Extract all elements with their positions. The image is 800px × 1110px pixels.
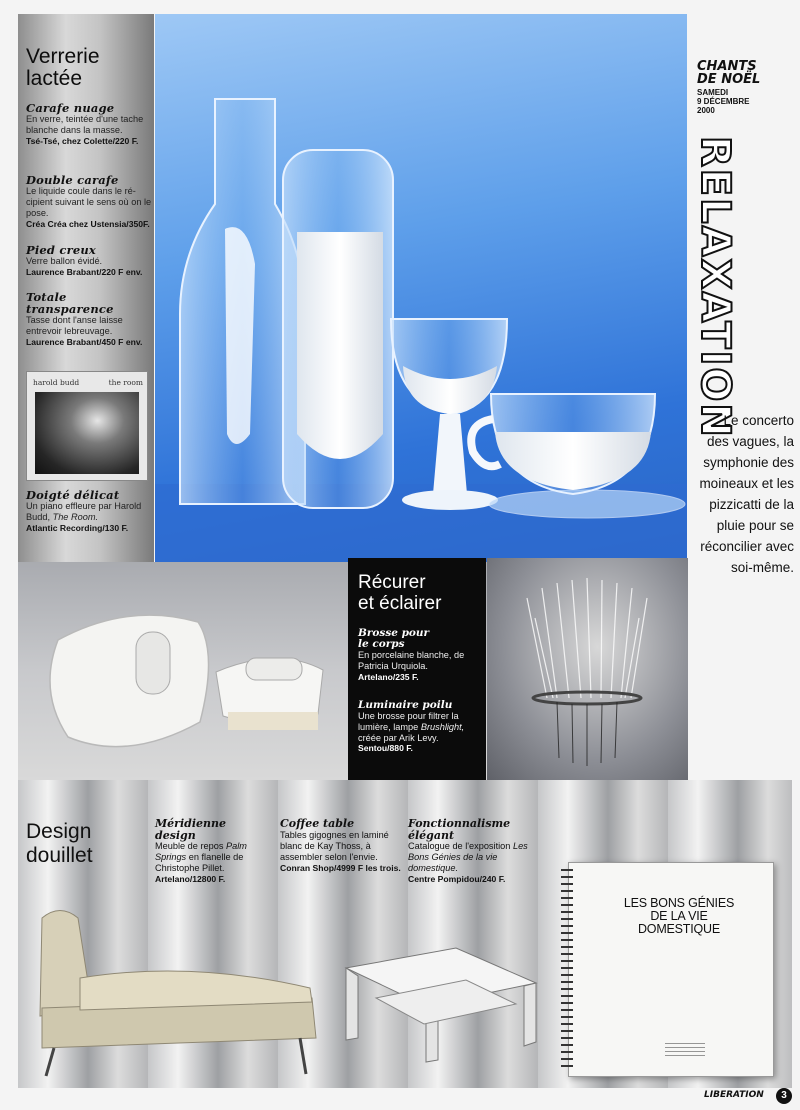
- chaise-leg-back: [300, 1038, 306, 1074]
- carafe-milk-streak: [225, 227, 255, 444]
- item-body-text: Catalogue de l'exposition: [408, 841, 511, 851]
- item-price: Tsé-Tsé, chez Colette/220 F.: [26, 136, 139, 146]
- brush-small-handle: [246, 658, 302, 680]
- glassware-photo: [155, 14, 687, 562]
- catalog-title-line-3: DOMESTIQUE: [637, 922, 721, 936]
- item-body: Le liquide coule dans le ré-cipient suivant le sens où on le pose.: [26, 186, 152, 218]
- chaise-leg-front: [46, 1048, 54, 1076]
- item-title-line-1: Totale: [26, 290, 67, 304]
- rubric-header: [697, 60, 792, 115]
- item-body: Verre ballon évidé.: [26, 256, 103, 266]
- page-footer: [704, 1088, 796, 1106]
- relaxation-title: RELAXATION: [692, 136, 738, 439]
- item-body-product: Brushlight,: [420, 721, 465, 732]
- saucer: [489, 490, 685, 518]
- lamp-lower-bristles: [557, 702, 617, 766]
- item-price: Centre Pompidou/240 F.: [408, 874, 506, 884]
- teaser-text: Le concerto des vagues, la symphonie des moineaux et les pizzicatti de la pluie pour se réconcilier avec soi-même.: [699, 413, 794, 575]
- rubric-day: SAMEDI: [697, 88, 729, 97]
- item-body: [358, 711, 484, 743]
- item-coffee-table: [280, 818, 404, 873]
- recurer-eclairer-panel: [348, 558, 486, 780]
- item-title-line-2: élégant: [408, 828, 455, 842]
- lamp-band: [533, 692, 641, 704]
- section-title-line-2: lactée: [26, 67, 83, 90]
- catalog-book: [568, 862, 774, 1077]
- item-doigte-delicat: [26, 489, 151, 533]
- section-title-line-1: Design: [26, 820, 92, 843]
- glassware-illustration: [155, 14, 687, 562]
- catalog-title-line-1: LES BONS GÉNIES: [623, 896, 735, 910]
- item-body: Tables gigognes en laminé blanc de Kay Thoss, à assembler selon l'envie.: [280, 829, 389, 862]
- item-body: [155, 841, 275, 874]
- item-body: Tasse dont l'anse laisse entrevoir lebreuvage.: [26, 315, 123, 336]
- cd-artwork: [35, 392, 139, 474]
- item-totale-transparence: [26, 291, 151, 347]
- item-double-carafe: [26, 174, 154, 229]
- item-body: En verre, teintée d'une tache blanche dans la masse.: [26, 114, 144, 135]
- spiral-binding: [561, 869, 573, 1069]
- item-body-album: The Room.: [52, 512, 99, 522]
- item-price: Laurence Brabant/450 F env.: [26, 337, 143, 347]
- item-title-line-2: transparence: [26, 302, 114, 316]
- item-title-line-1: Fonctionnalisme: [408, 817, 511, 830]
- catalog-title: [609, 897, 749, 936]
- section-title-line-2: et éclairer: [358, 593, 442, 614]
- cup-milk: [495, 432, 651, 490]
- item-meridienne: [155, 818, 275, 884]
- item-body: En porcelaine blanche, de Patricia Urquiola.: [358, 650, 465, 671]
- item-brosse-corps: [358, 628, 484, 682]
- section-title-verrerie: [26, 46, 151, 90]
- porcelain-brush-illustration: [18, 562, 348, 780]
- item-pied-creux: [26, 244, 151, 277]
- item-price: Sentou/880 F.: [358, 743, 413, 754]
- item-title-line-1: Brosse pour: [358, 627, 430, 639]
- item-price: Artelano/12800 F.: [155, 874, 226, 884]
- rubric-date: 9 DÉCEMBRE: [697, 97, 750, 106]
- item-title: Luminaire poilu: [358, 699, 453, 711]
- brush-bristles: [228, 712, 318, 730]
- item-title: Carafe nuage: [26, 101, 115, 115]
- rubric-year: 2000: [697, 106, 715, 115]
- item-luminaire-poilu: [358, 700, 484, 753]
- section-title-recurer: [358, 572, 482, 614]
- item-body-text: Un piano effleure par: [26, 501, 112, 511]
- catalog-publisher-mark: [665, 1043, 705, 1059]
- item-price: Créa Créa chez Ustensia/350F.: [26, 219, 150, 229]
- item-body-text: Une brosse pour filtrer la lumière, lampe: [358, 711, 459, 732]
- item-title: Coffee table: [280, 817, 355, 830]
- table-leg-left: [346, 968, 358, 1040]
- item-carafe-nuage: [26, 102, 151, 146]
- footer-paper-name: LIBERATION: [704, 1090, 764, 1100]
- item-title-line-2: design: [155, 828, 196, 842]
- item-price: Artelano/235 F.: [358, 671, 419, 682]
- brush-large-porcelain: [50, 615, 209, 747]
- catalog-title-line-2: DE LA VIE: [650, 909, 708, 923]
- cd-album: the room: [108, 378, 143, 387]
- table-leg-right: [524, 983, 536, 1046]
- section-label-relaxation: [692, 136, 738, 439]
- cd-artist: harold budd: [33, 378, 80, 387]
- rubric-line-2: DE NOËL: [697, 72, 761, 87]
- item-body: [26, 501, 151, 523]
- sidebar-verrerie: [18, 14, 154, 562]
- brushlight-lamp-illustration: [487, 558, 688, 780]
- item-price: Conran Shop/4999 F les trois.: [280, 862, 401, 873]
- section-title-line-2: douillet: [26, 844, 93, 867]
- brushlight-lamp-photo: [487, 558, 688, 780]
- item-price: Laurence Brabant/220 F env.: [26, 267, 143, 277]
- item-body: [408, 841, 540, 874]
- pied-creux-foot: [402, 490, 498, 510]
- brush-large-handle: [136, 632, 170, 694]
- lamp-bristles: [527, 578, 647, 698]
- item-fonctionnalisme: [408, 818, 540, 884]
- item-title: Doigté délicat: [26, 488, 120, 502]
- section-title-line-1: Verrerie: [26, 45, 100, 68]
- item-body-artist: Harold Budd,: [26, 501, 142, 522]
- item-price: Atlantic Recording/130 F.: [26, 523, 129, 533]
- meridienne-illustration: [20, 898, 320, 1078]
- item-title: Pied creux: [26, 243, 96, 257]
- item-body-title: Les Bons Génies de la vie domestique.: [408, 841, 528, 873]
- item-body-text: Meuble de repos: [155, 841, 224, 851]
- item-title-line-1: Méridienne: [155, 817, 227, 830]
- section-title-design: [26, 820, 136, 868]
- double-carafe-milk: [297, 232, 383, 459]
- rubric-line-1: CHANTS: [697, 59, 757, 74]
- footer-page-number: 3: [776, 1088, 792, 1104]
- item-title-line-2: le corps: [358, 638, 405, 650]
- item-body-designer: en flanelle de Christophe Pillet.: [155, 852, 244, 873]
- item-body-designer: créée par Arik Levy.: [358, 732, 439, 743]
- item-body-product: Palm Springs: [155, 841, 247, 862]
- item-title: Double carafe: [26, 173, 119, 187]
- pied-creux-stem: [433, 414, 467, 494]
- cd-cover-image: [26, 371, 148, 481]
- coffee-table-illustration: [336, 928, 546, 1068]
- section-title-line-1: Récurer: [358, 572, 426, 593]
